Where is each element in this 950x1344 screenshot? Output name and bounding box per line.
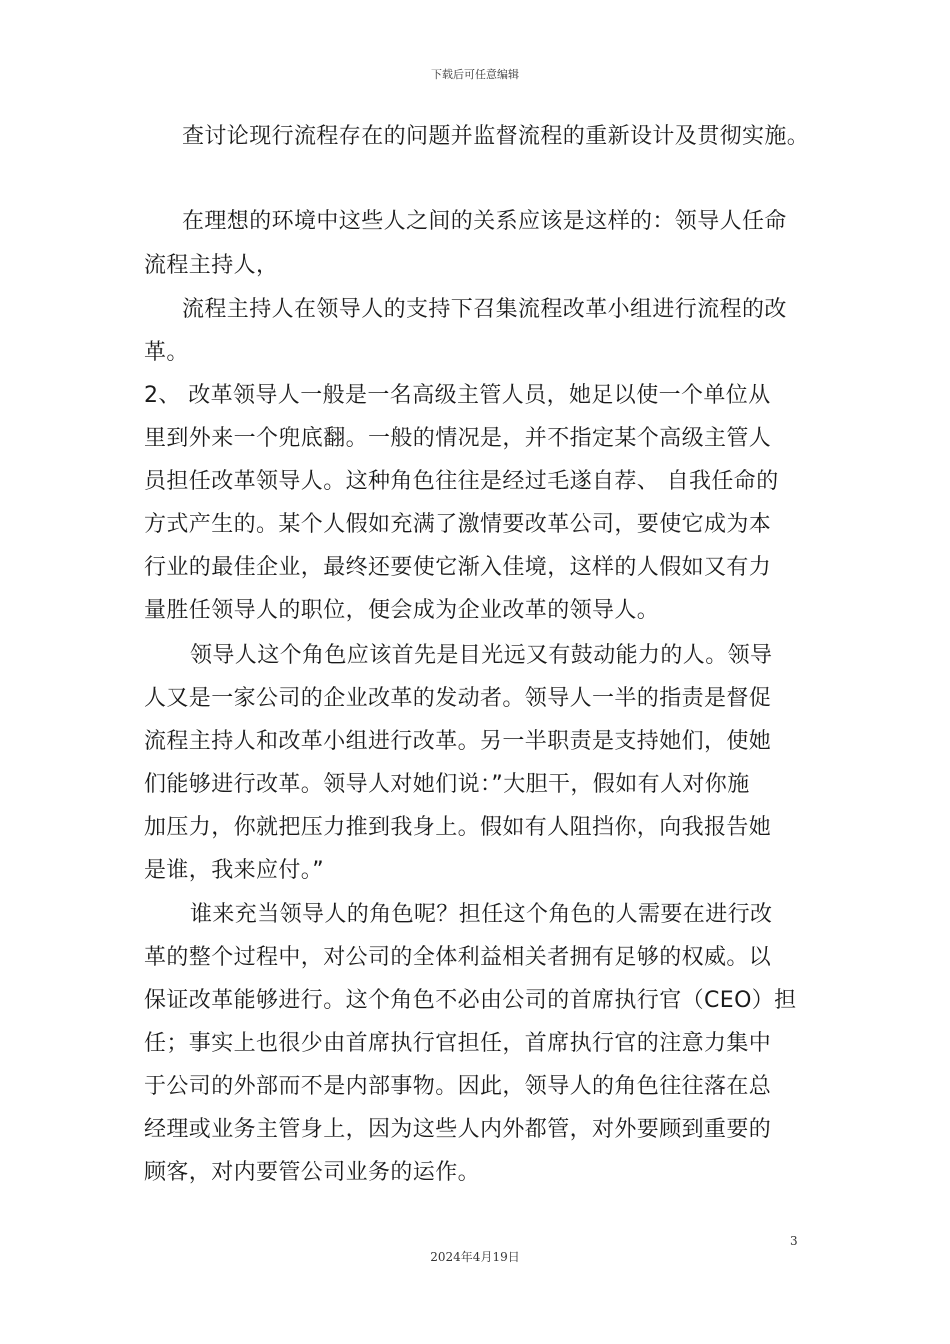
text-line: 里到外来一个兜底翻。一般的情况是，并不指定某个高级主管人 (144, 426, 772, 451)
text-line: 人又是一家公司的企业改革的发动者。领导人一半的指责是督促 (144, 686, 772, 711)
text-line: 谁来充当领导人的角色呢？担任这个角色的人需要在进行改 (190, 902, 773, 927)
text-line: 查讨论现行流程存在的问题并监督流程的重新设计及贯彻实施。 (182, 124, 810, 149)
text-line: 任；事实上也很少由首席执行官担任，首席执行官的注意力集中 (144, 1031, 772, 1056)
text-line: 领导人这个角色应该首先是目光远又有鼓动能力的人。领导 (190, 643, 773, 668)
text-line: 2、 改革领导人一般是一名高级主管人员，她足以使一个单位从 (144, 383, 771, 408)
page-number: 3 (790, 1234, 798, 1248)
text-line: 员担任改革领导人。这种角色往往是经过毛遂自荐、 自我任命的 (144, 469, 779, 494)
text-line: 保证改革能够进行。这个角色不必由公司的首席执行官（CEO）担 (144, 988, 797, 1013)
text-line: 流程主持人， (144, 253, 279, 278)
text-line: 行业的最佳企业，最终还要使它渐入佳境，这样的人假如又有力 (144, 555, 772, 580)
text-line: 在理想的环境中这些人之间的关系应该是这样的：领导人任命 (182, 209, 787, 234)
footer-date: 2024年4月19日 (430, 1250, 520, 1264)
page-header: 下载后可任意编辑 (431, 68, 519, 81)
text-line: 们能够进行改革。领导人对她们说：”大胆干，假如有人对你施 (144, 772, 750, 797)
text-line: 经理或业务主管身上，因为这些人内外都管，对外要顾到重要的 (144, 1117, 772, 1142)
text-line: 方式产生的。某个人假如充满了激情要改革公司，要使它成为本 (144, 512, 772, 537)
text-line: 流程主持人在领导人的支持下召集流程改革小组进行流程的改 (182, 297, 787, 322)
text-line: 加压力，你就把压力推到我身上。假如有人阻挡你，向我报告她 (144, 815, 772, 840)
text-line: 革的整个过程中，对公司的全体利益相关者拥有足够的权威。以 (144, 945, 772, 970)
text-line: 量胜任领导人的职位，便会成为企业改革的领导人。 (144, 598, 660, 623)
text-line: 革。 (144, 340, 189, 365)
text-line: 是谁，我来应付。” (144, 858, 324, 883)
text-line: 于公司的外部而不是内部事物。因此，领导人的角色往往落在总 (144, 1074, 772, 1099)
text-line: 流程主持人和改革小组进行改革。另一半职责是支持她们，使她 (144, 729, 772, 754)
text-line: 顾客，对内要管公司业务的运作。 (144, 1160, 481, 1185)
